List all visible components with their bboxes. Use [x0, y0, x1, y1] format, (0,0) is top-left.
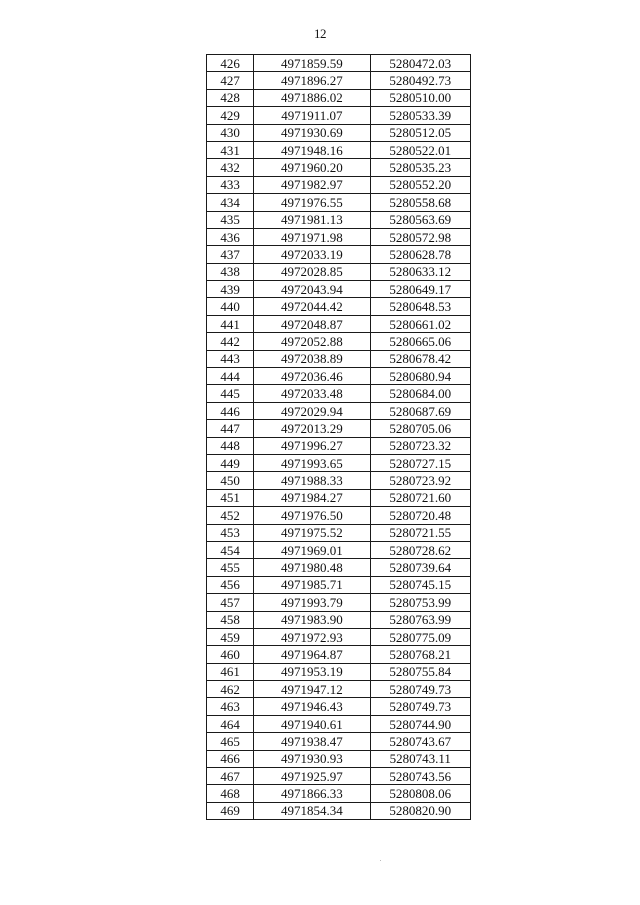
point-number-cell: 464	[207, 715, 254, 732]
x-coordinate-cell: 4971996.27	[254, 437, 370, 454]
point-number-cell: 448	[207, 437, 254, 454]
table-row	[207, 420, 471, 437]
x-coordinate-cell: 4972038.89	[254, 350, 370, 367]
table-row	[207, 785, 471, 802]
x-coordinate-cell: 4971911.07	[254, 107, 370, 124]
y-coordinate-cell: 5280739.64	[370, 559, 470, 576]
point-number-cell: 458	[207, 611, 254, 628]
table-row	[207, 211, 471, 228]
y-coordinate-cell: 5280535.23	[370, 159, 470, 176]
y-coordinate-cell: 5280723.32	[370, 437, 470, 454]
x-coordinate-cell: 4971993.65	[254, 454, 370, 471]
y-coordinate-cell: 5280820.90	[370, 802, 470, 819]
x-coordinate-cell: 4971930.69	[254, 124, 370, 141]
coordinates-table-body	[207, 55, 471, 820]
y-coordinate-cell: 5280648.53	[370, 298, 470, 315]
point-number-cell: 455	[207, 559, 254, 576]
y-coordinate-cell: 5280753.99	[370, 594, 470, 611]
point-number-cell: 449	[207, 454, 254, 471]
table-row	[207, 246, 471, 263]
y-coordinate-cell: 5280720.48	[370, 507, 470, 524]
point-number-cell: 462	[207, 681, 254, 698]
table-row	[207, 733, 471, 750]
point-number-cell: 434	[207, 194, 254, 211]
y-coordinate-cell: 5280755.84	[370, 663, 470, 680]
table-row	[207, 437, 471, 454]
table-row	[207, 681, 471, 698]
x-coordinate-cell: 4971960.20	[254, 159, 370, 176]
point-number-cell: 445	[207, 385, 254, 402]
table-row	[207, 594, 471, 611]
point-number-cell: 457	[207, 594, 254, 611]
table-row	[207, 281, 471, 298]
x-coordinate-cell: 4971953.19	[254, 663, 370, 680]
page-number: 12	[314, 26, 326, 41]
y-coordinate-cell: 5280684.00	[370, 385, 470, 402]
point-number-cell: 432	[207, 159, 254, 176]
table-row	[207, 541, 471, 558]
table-row	[207, 141, 471, 158]
x-coordinate-cell: 4971925.97	[254, 768, 370, 785]
table-row	[207, 802, 471, 819]
point-number-cell: 446	[207, 402, 254, 419]
table-row	[207, 576, 471, 593]
y-coordinate-cell: 5280749.73	[370, 681, 470, 698]
point-number-cell: 442	[207, 333, 254, 350]
y-coordinate-cell: 5280743.67	[370, 733, 470, 750]
point-number-cell: 429	[207, 107, 254, 124]
point-number-cell: 454	[207, 541, 254, 558]
x-coordinate-cell: 4971948.16	[254, 141, 370, 158]
x-coordinate-cell: 4972029.94	[254, 402, 370, 419]
y-coordinate-cell: 5280727.15	[370, 454, 470, 471]
table-row	[207, 333, 471, 350]
point-number-cell: 436	[207, 228, 254, 245]
point-number-cell: 440	[207, 298, 254, 315]
table-row	[207, 107, 471, 124]
x-coordinate-cell: 4972013.29	[254, 420, 370, 437]
x-coordinate-cell: 4972033.19	[254, 246, 370, 263]
x-coordinate-cell: 4971981.13	[254, 211, 370, 228]
table-row	[207, 507, 471, 524]
table-row	[207, 698, 471, 715]
x-coordinate-cell: 4971972.93	[254, 628, 370, 645]
table-row	[207, 298, 471, 315]
x-coordinate-cell: 4971976.50	[254, 507, 370, 524]
point-number-cell: 468	[207, 785, 254, 802]
point-number-cell: 435	[207, 211, 254, 228]
table-row	[207, 611, 471, 628]
x-coordinate-cell: 4972033.48	[254, 385, 370, 402]
x-coordinate-cell: 4971947.12	[254, 681, 370, 698]
y-coordinate-cell: 5280705.06	[370, 420, 470, 437]
scan-speck	[380, 860, 381, 861]
x-coordinate-cell: 4971946.43	[254, 698, 370, 715]
point-number-cell: 447	[207, 420, 254, 437]
x-coordinate-cell: 4971938.47	[254, 733, 370, 750]
y-coordinate-cell: 5280743.56	[370, 768, 470, 785]
point-number-cell: 427	[207, 72, 254, 89]
table-row	[207, 315, 471, 332]
table-row	[207, 368, 471, 385]
table-row	[207, 228, 471, 245]
x-coordinate-cell: 4971964.87	[254, 646, 370, 663]
table-row	[207, 663, 471, 680]
y-coordinate-cell: 5280512.05	[370, 124, 470, 141]
table-row	[207, 55, 471, 72]
point-number-cell: 465	[207, 733, 254, 750]
table-row	[207, 646, 471, 663]
y-coordinate-cell: 5280510.00	[370, 89, 470, 106]
y-coordinate-cell: 5280472.03	[370, 55, 470, 72]
y-coordinate-cell: 5280633.12	[370, 263, 470, 280]
table-row	[207, 628, 471, 645]
table-row	[207, 402, 471, 419]
table-row	[207, 472, 471, 489]
point-number-cell: 452	[207, 507, 254, 524]
x-coordinate-cell: 4972048.87	[254, 315, 370, 332]
table-row	[207, 385, 471, 402]
point-number-cell: 467	[207, 768, 254, 785]
x-coordinate-cell: 4971896.27	[254, 72, 370, 89]
x-coordinate-cell: 4971983.90	[254, 611, 370, 628]
point-number-cell: 426	[207, 55, 254, 72]
coordinates-table	[206, 54, 471, 820]
y-coordinate-cell: 5280763.99	[370, 611, 470, 628]
y-coordinate-cell: 5280749.73	[370, 698, 470, 715]
y-coordinate-cell: 5280661.02	[370, 315, 470, 332]
x-coordinate-cell: 4971930.93	[254, 750, 370, 767]
x-coordinate-cell: 4972052.88	[254, 333, 370, 350]
table-row	[207, 715, 471, 732]
y-coordinate-cell: 5280745.15	[370, 576, 470, 593]
table-row	[207, 89, 471, 106]
point-number-cell: 463	[207, 698, 254, 715]
y-coordinate-cell: 5280492.73	[370, 72, 470, 89]
table-row	[207, 454, 471, 471]
x-coordinate-cell: 4972044.42	[254, 298, 370, 315]
x-coordinate-cell: 4971971.98	[254, 228, 370, 245]
y-coordinate-cell: 5280522.01	[370, 141, 470, 158]
table-row	[207, 194, 471, 211]
x-coordinate-cell: 4971993.79	[254, 594, 370, 611]
point-number-cell: 438	[207, 263, 254, 280]
point-number-cell: 451	[207, 489, 254, 506]
y-coordinate-cell: 5280572.98	[370, 228, 470, 245]
y-coordinate-cell: 5280558.68	[370, 194, 470, 211]
table-row	[207, 750, 471, 767]
point-number-cell: 439	[207, 281, 254, 298]
point-number-cell: 444	[207, 368, 254, 385]
point-number-cell: 453	[207, 524, 254, 541]
y-coordinate-cell: 5280728.62	[370, 541, 470, 558]
y-coordinate-cell: 5280721.55	[370, 524, 470, 541]
table-row	[207, 768, 471, 785]
y-coordinate-cell: 5280665.06	[370, 333, 470, 350]
x-coordinate-cell: 4971976.55	[254, 194, 370, 211]
table-row	[207, 489, 471, 506]
x-coordinate-cell: 4971980.48	[254, 559, 370, 576]
table-row	[207, 159, 471, 176]
x-coordinate-cell: 4971854.34	[254, 802, 370, 819]
x-coordinate-cell: 4971984.27	[254, 489, 370, 506]
point-number-cell: 469	[207, 802, 254, 819]
table-row	[207, 124, 471, 141]
x-coordinate-cell: 4971988.33	[254, 472, 370, 489]
point-number-cell: 450	[207, 472, 254, 489]
point-number-cell: 466	[207, 750, 254, 767]
x-coordinate-cell: 4971859.59	[254, 55, 370, 72]
point-number-cell: 459	[207, 628, 254, 645]
x-coordinate-cell: 4972043.94	[254, 281, 370, 298]
x-coordinate-cell: 4971886.02	[254, 89, 370, 106]
table-row	[207, 559, 471, 576]
point-number-cell: 430	[207, 124, 254, 141]
point-number-cell: 437	[207, 246, 254, 263]
table-row	[207, 263, 471, 280]
y-coordinate-cell: 5280768.21	[370, 646, 470, 663]
x-coordinate-cell: 4971940.61	[254, 715, 370, 732]
y-coordinate-cell: 5280552.20	[370, 176, 470, 193]
table-row	[207, 350, 471, 367]
x-coordinate-cell: 4971985.71	[254, 576, 370, 593]
table-row	[207, 72, 471, 89]
y-coordinate-cell: 5280723.92	[370, 472, 470, 489]
point-number-cell: 460	[207, 646, 254, 663]
point-number-cell: 433	[207, 176, 254, 193]
x-coordinate-cell: 4971969.01	[254, 541, 370, 558]
y-coordinate-cell: 5280743.11	[370, 750, 470, 767]
y-coordinate-cell: 5280744.90	[370, 715, 470, 732]
table-row	[207, 176, 471, 193]
y-coordinate-cell: 5280721.60	[370, 489, 470, 506]
point-number-cell: 431	[207, 141, 254, 158]
table-row	[207, 524, 471, 541]
y-coordinate-cell: 5280687.69	[370, 402, 470, 419]
y-coordinate-cell: 5280533.39	[370, 107, 470, 124]
x-coordinate-cell: 4971982.97	[254, 176, 370, 193]
y-coordinate-cell: 5280678.42	[370, 350, 470, 367]
point-number-cell: 441	[207, 315, 254, 332]
y-coordinate-cell: 5280808.06	[370, 785, 470, 802]
point-number-cell: 443	[207, 350, 254, 367]
y-coordinate-cell: 5280680.94	[370, 368, 470, 385]
y-coordinate-cell: 5280563.69	[370, 211, 470, 228]
y-coordinate-cell: 5280628.78	[370, 246, 470, 263]
y-coordinate-cell: 5280775.09	[370, 628, 470, 645]
x-coordinate-cell: 4972036.46	[254, 368, 370, 385]
x-coordinate-cell: 4971975.52	[254, 524, 370, 541]
point-number-cell: 461	[207, 663, 254, 680]
x-coordinate-cell: 4971866.33	[254, 785, 370, 802]
x-coordinate-cell: 4972028.85	[254, 263, 370, 280]
point-number-cell: 428	[207, 89, 254, 106]
y-coordinate-cell: 5280649.17	[370, 281, 470, 298]
point-number-cell: 456	[207, 576, 254, 593]
